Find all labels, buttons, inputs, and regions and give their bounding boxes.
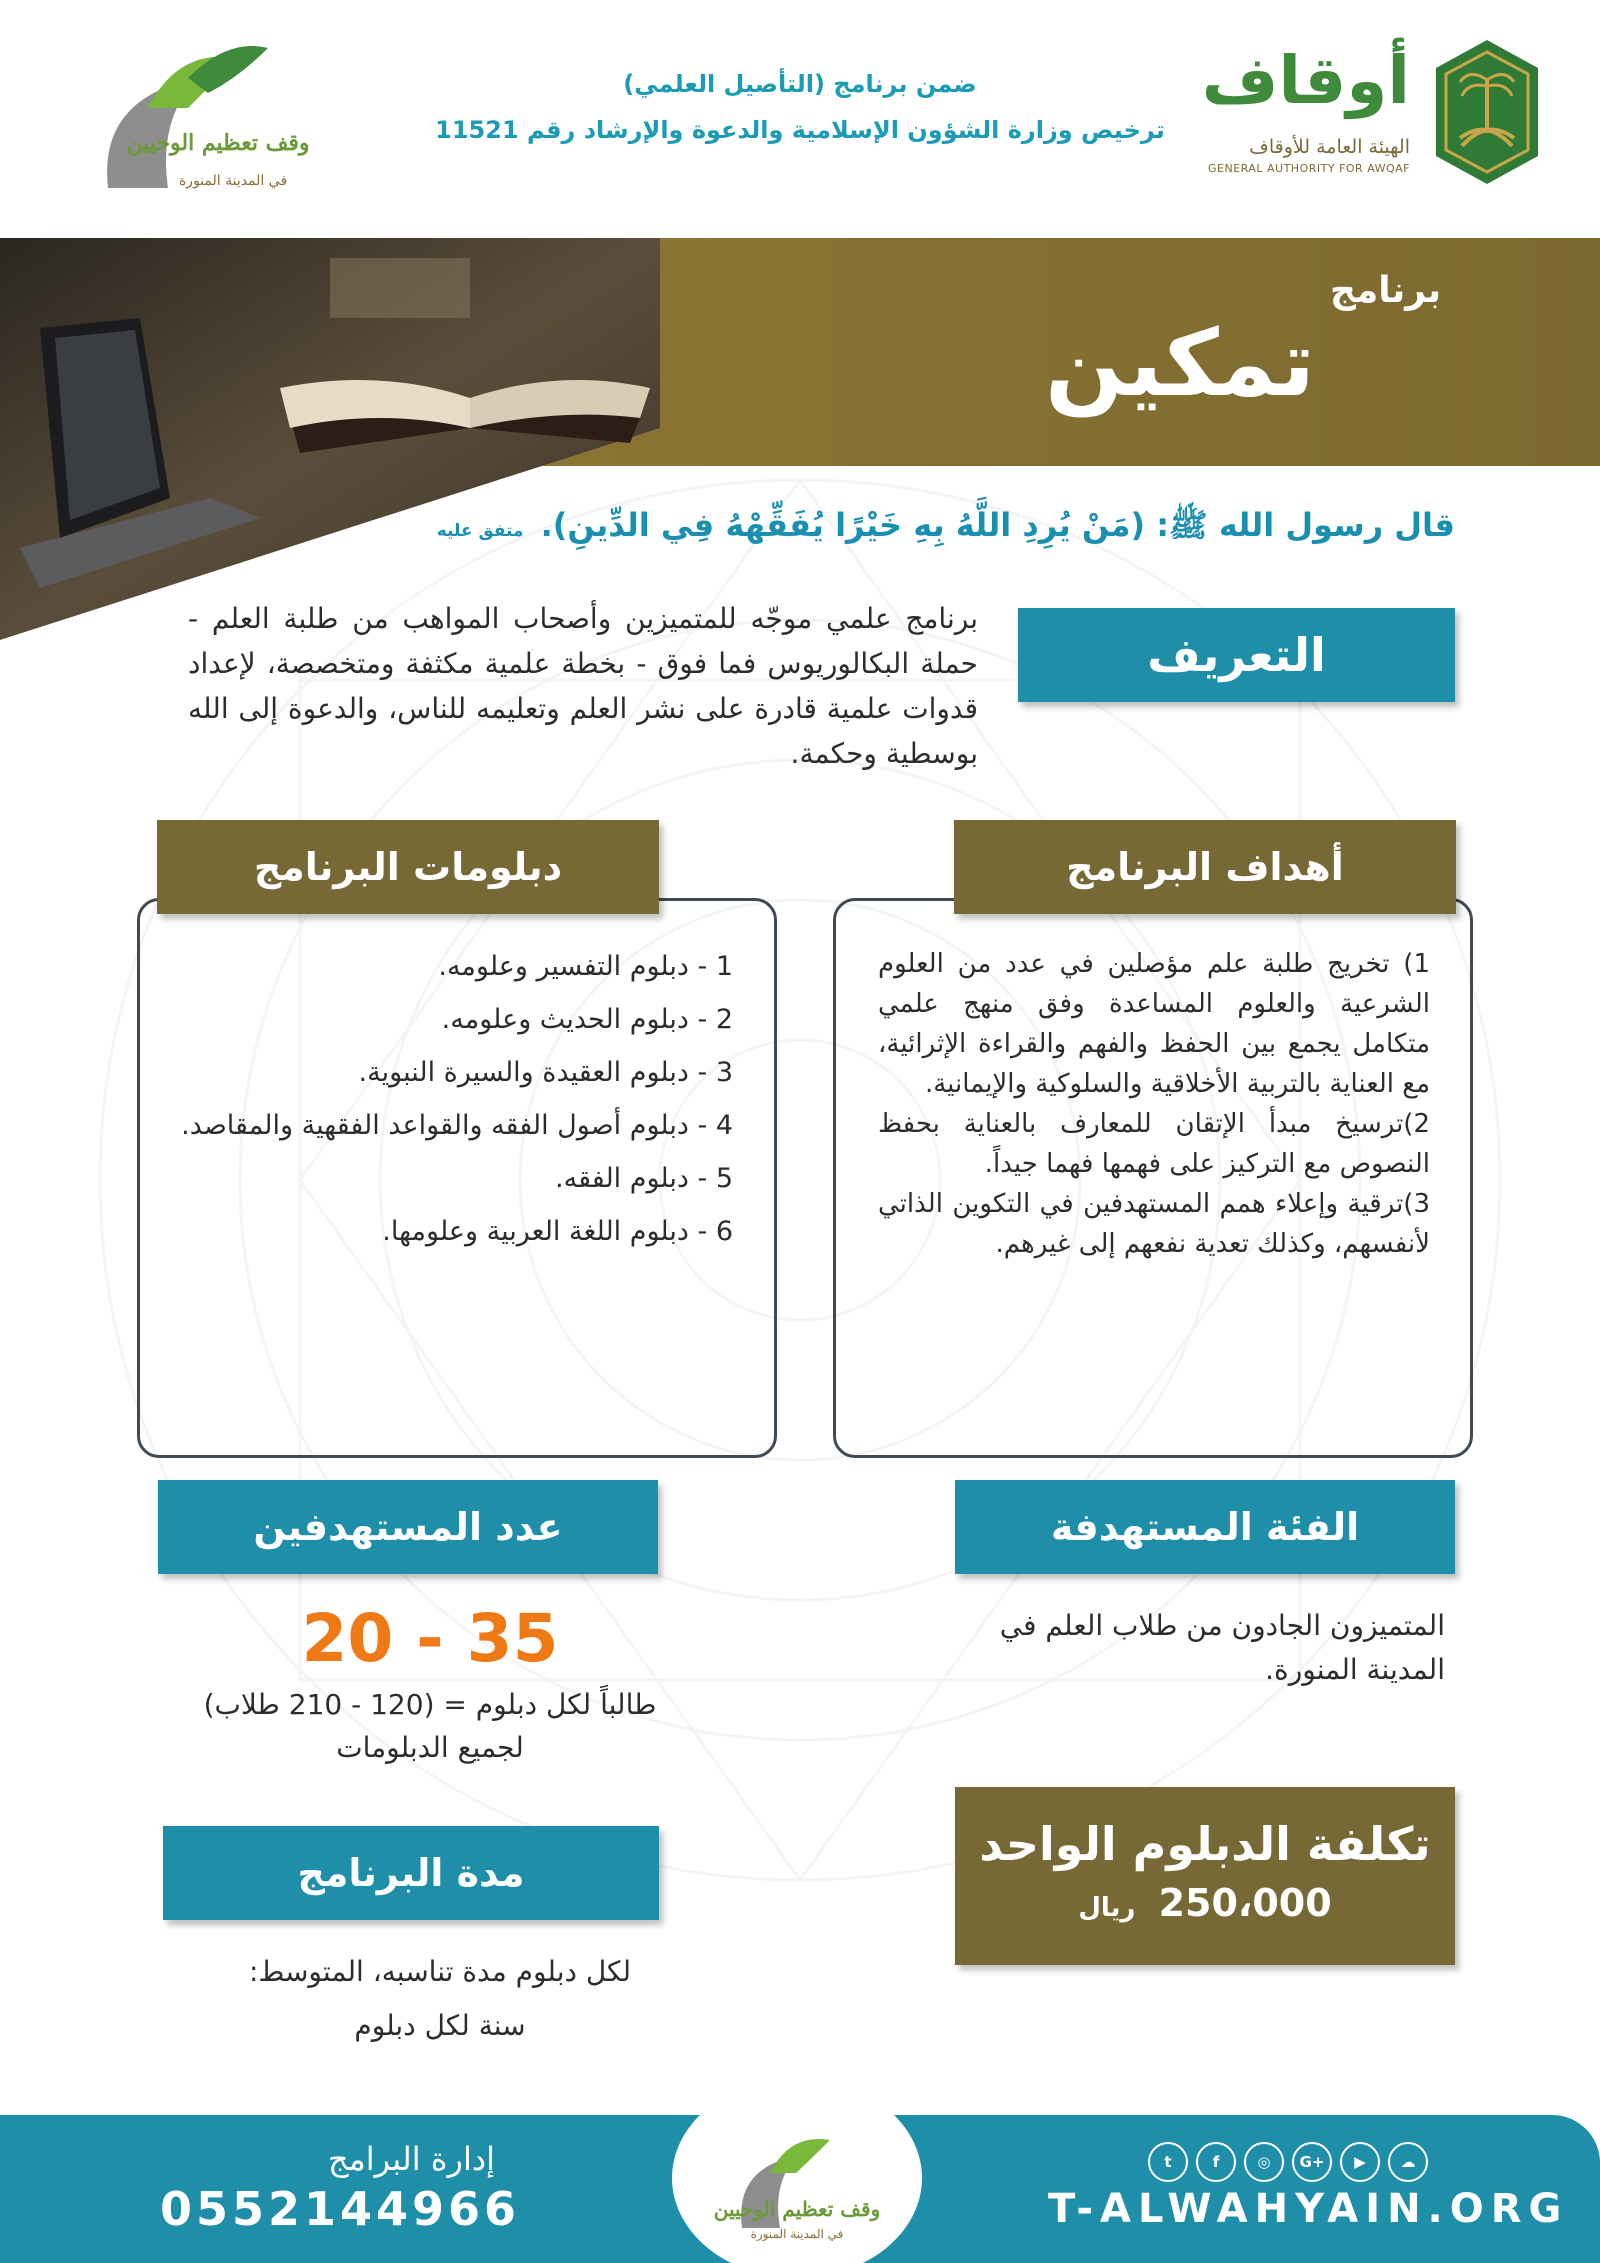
footer-logo-circle [672,2078,922,2263]
soundcloud-icon[interactable]: ☁ [1388,2142,1428,2182]
social-icons [1148,2142,1428,2182]
list-item: 2)ترسيخ مبدأ الإتقان للمعارف بالعناية بحفظ النصوص مع التركيز على فهمها فهما جيداً. [878,1109,1430,1179]
cost-currency: ريال [1078,1893,1136,1923]
footer-phone[interactable]: 0552144966 [160,2182,521,2236]
list-item: 3)ترقية وإعلاء همم المستهدفين في التكوين الذاتي لأنفسهم، وكذلك تعدية نفعهم إلى غيرهم. [878,1189,1430,1259]
diplomas-list [155,940,733,1258]
list-item: 2 - دبلوم الحديث وعلومه. [441,1004,733,1035]
list-item: 6 - دبلوم اللغة العربية وعلومها. [382,1216,733,1247]
count-range: 20 - 35 [301,1600,559,1677]
list-item: 1 - دبلوم التفسير وعلومه. [438,951,733,982]
hadith-attribution: متفق عليه [436,521,524,541]
target-text: المتميزون الجادون من طلاب العلم في المدينة المنورة. [999,1609,1445,1686]
google-plus-icon[interactable]: G+ [1292,2142,1332,2182]
banner-program-word: برنامج [1330,270,1442,311]
youtube-icon[interactable]: ▶ [1340,2142,1380,2182]
target-heading: الفئة المستهدفة [955,1480,1455,1574]
twitter-icon[interactable]: t [1148,2142,1188,2182]
duration-text [240,1945,640,2053]
waqf-name: وقف تعظيم الوحيين [126,130,310,156]
footer-website[interactable]: T-ALWAHYAIN.ORG [1048,2186,1569,2232]
cost-value-line [955,1881,1455,1925]
waqf-city: في المدينة المنورة [178,173,288,189]
cost-box [955,1787,1455,1965]
count-note-line1: طالباً لكل دبلوم = (120 - 210 طلاب) [203,1688,657,1721]
list-item: 1) تخريج طلبة علم مؤصلين في عدد من العلوم الشرعية والعلوم المساعدة وفق منهج علمي متكامل يجمع بين الحفظ والفهم والقراءة الإثرائية، مع العناية بالتربية الأخلاقية والسلوكية والإيمانية. [878,949,1430,1099]
cost-title: تكلفة الدبلوم الواحد [979,1817,1431,1871]
svg-text:وقف تعظيم الوحيين: وقف تعظيم الوحيين [713,2197,881,2221]
instagram-icon[interactable]: ◎ [1244,2142,1284,2182]
facebook-icon[interactable]: f [1196,2142,1236,2182]
waqf-footer-logo-icon [672,2078,922,2263]
definition-text: برنامج علمي موجّه للمتميزين وأصحاب المواهب من طلبة العلم - حملة البكالوريوس فما فوق - بخطة علمية مكثفة ومتخصصة، لإعداد قدوات علمية قادرة على نشر العلم وتعليمه للناس، والدعوة إلى الله بوسطية وحكمة. [188,602,978,770]
list-item: 5 - دبلوم الفقه. [555,1163,733,1194]
list-item: 3 - دبلوم العقيدة والسيرة النبوية. [358,1057,733,1088]
count-note-line2: لجميع الدبلومات [336,1731,524,1764]
palm-swords-emblem-icon [1430,38,1545,186]
list-item: 4 - دبلوم أصول الفقه والقواعد الفقهية والمقاصد. [181,1110,733,1141]
count-heading: عدد المستهدفين [158,1480,658,1574]
banner-title: تمكين [1044,310,1316,417]
hadith-text: قال رسول الله ﷺ: (مَنْ يُرِدِ اللَّهُ بِهِ خَيْرًا يُفَقِّهْهُ فِي الدِّينِ). [540,506,1455,544]
awqaf-logo [1201,38,1545,188]
goals-heading: أهداف البرنامج [954,820,1456,914]
awqaf-subtitle: الهيئة العامة للأوقاف [1249,136,1410,158]
waqf-logo [88,38,338,228]
diplomas-heading: دبلومات البرنامج [157,820,659,914]
awqaf-english: GENERAL AUTHORITY FOR AWQAF [1208,162,1410,175]
awqaf-name: أوقاف [1201,42,1410,119]
header-text [420,70,1180,144]
svg-text:في المدينة المنورة: في المدينة المنورة [750,2227,844,2241]
duration-line2: سنة لكل دبلوم [354,2009,526,2042]
cost-value: 250،000 [1158,1881,1332,1925]
laptop-book-photo [0,238,660,640]
goals-list [878,944,1430,1264]
header-program-line: ضمن برنامج (التأصيل العلمي) [623,70,977,98]
count-note [180,1683,680,1769]
duration-heading: مدة البرنامج [163,1826,659,1920]
header-license-line: ترخيص وزارة الشؤون الإسلامية والدعوة والإرشاد رقم 11521 [435,116,1165,144]
hadith-quote [436,506,1455,552]
duration-line1: لكل دبلوم مدة تناسبه، المتوسط: [248,1955,632,1988]
footer-label: إدارة البرامج [327,2140,495,2178]
definition-heading: التعريف [1018,608,1455,702]
